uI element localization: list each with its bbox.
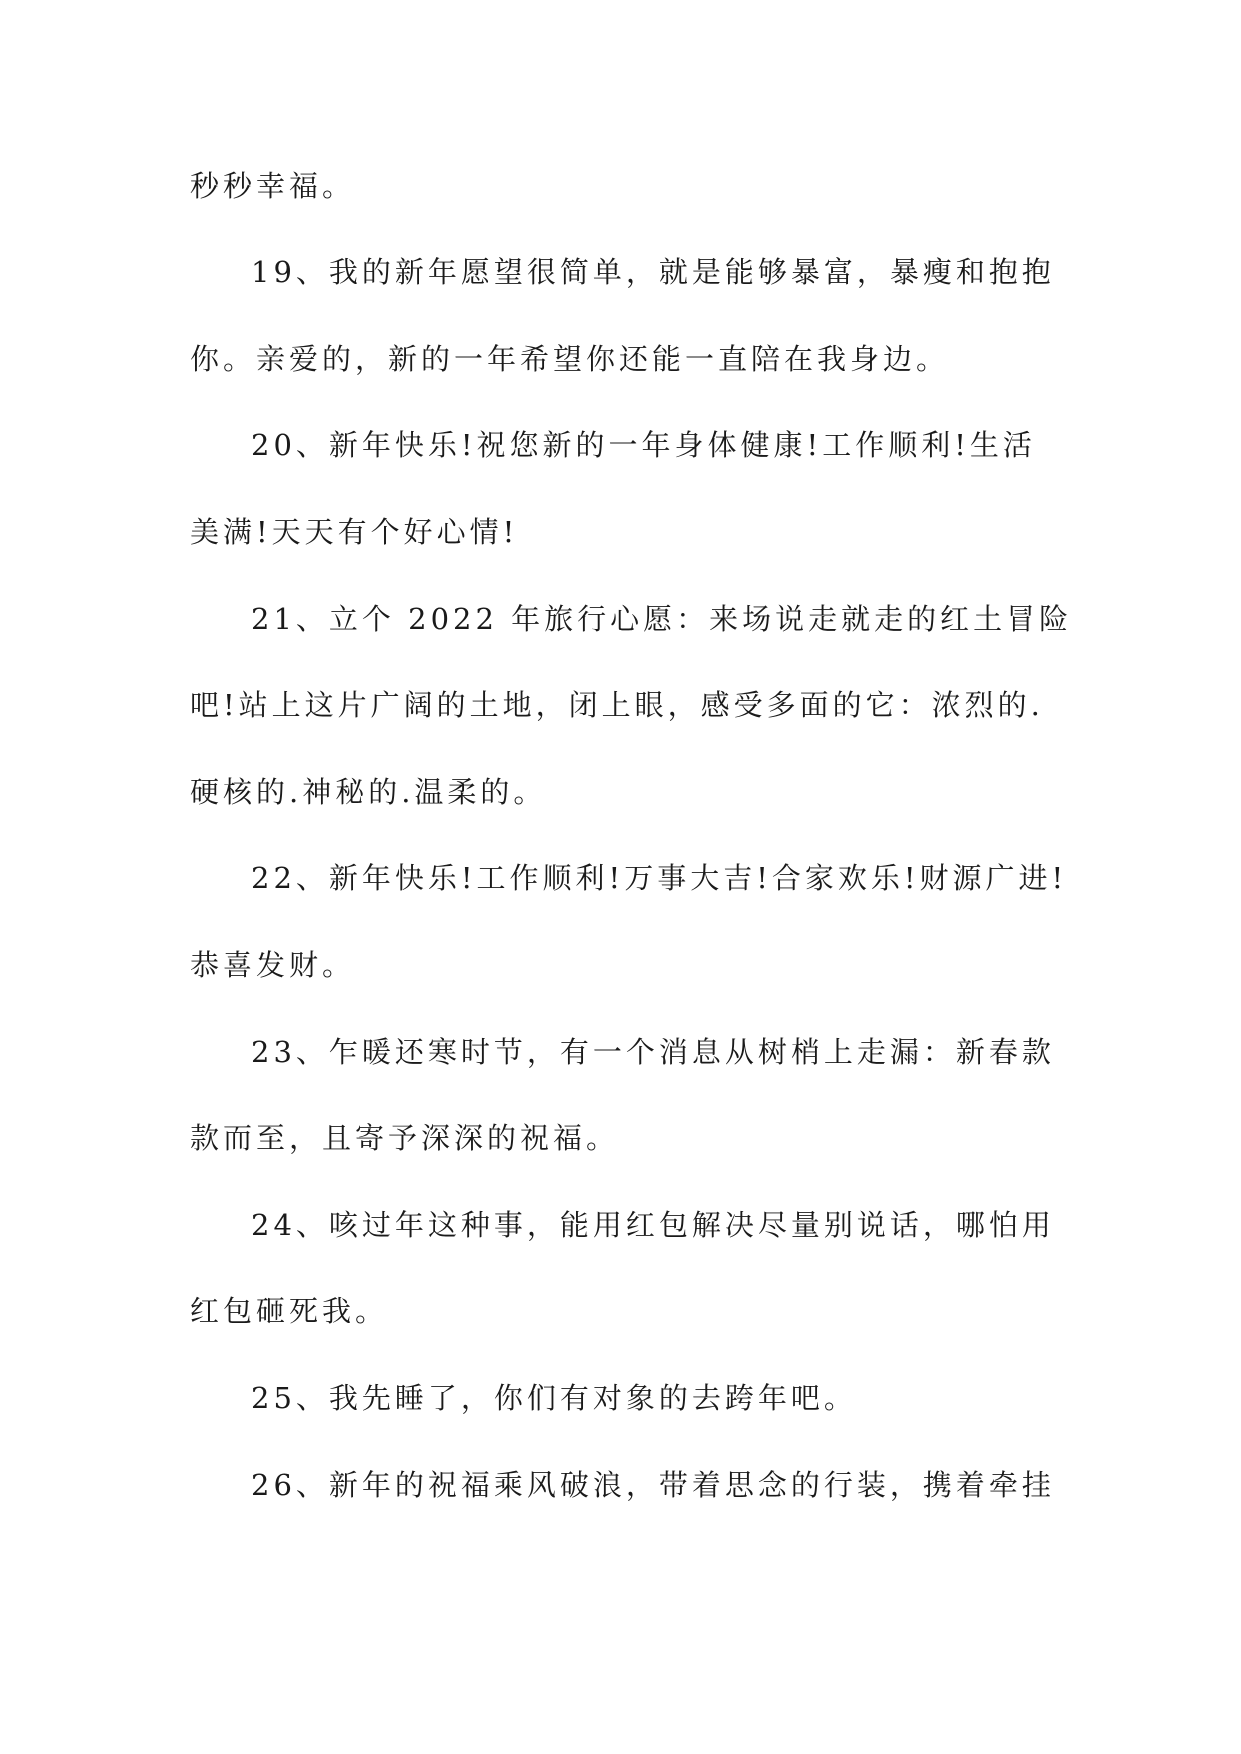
paragraph-line: 红包砸死我。 [190,1294,389,1328]
paragraph-line: 恭喜发财。 [190,948,356,982]
paragraph-line: 款而至，且寄予深深的祝福。 [190,1121,620,1155]
paragraph-line: 19、我的新年愿望很简单，就是能够暴富，暴瘦和抱抱 [251,255,1055,289]
paragraph-line: 22、新年快乐!工作顺利!万事大吉!合家欢乐!财源广进! [251,861,1068,895]
paragraph-line: 26、新年的祝福乘风破浪，带着思念的行装，携着牵挂 [251,1468,1055,1502]
paragraph-line: 硬核的.神秘的.温柔的。 [190,775,547,809]
paragraph-line: 秒秒幸福。 [190,169,356,203]
paragraph-line: 美满!天天有个好心情! [190,515,519,549]
paragraph-line: 24、咳过年这种事，能用红包解决尽量别说话，哪怕用 [251,1208,1055,1242]
paragraph-line: 你。亲爱的，新的一年希望你还能一直陪在我身边。 [190,342,950,376]
paragraph-line: 21、立个 2022 年旅行心愿：来场说走就走的红土冒险 [251,602,1073,636]
paragraph-line: 吧!站上这片广阔的土地，闭上眼，感受多面的它：浓烈的. [190,688,1044,722]
paragraph-line: 20、新年快乐!祝您新的一年身体健康!工作顺利!生活 [251,428,1036,462]
paragraph-line: 25、我先睡了，你们有对象的去跨年吧。 [251,1381,857,1415]
paragraph-line: 23、乍暖还寒时节，有一个消息从树梢上走漏：新春款 [251,1035,1055,1069]
